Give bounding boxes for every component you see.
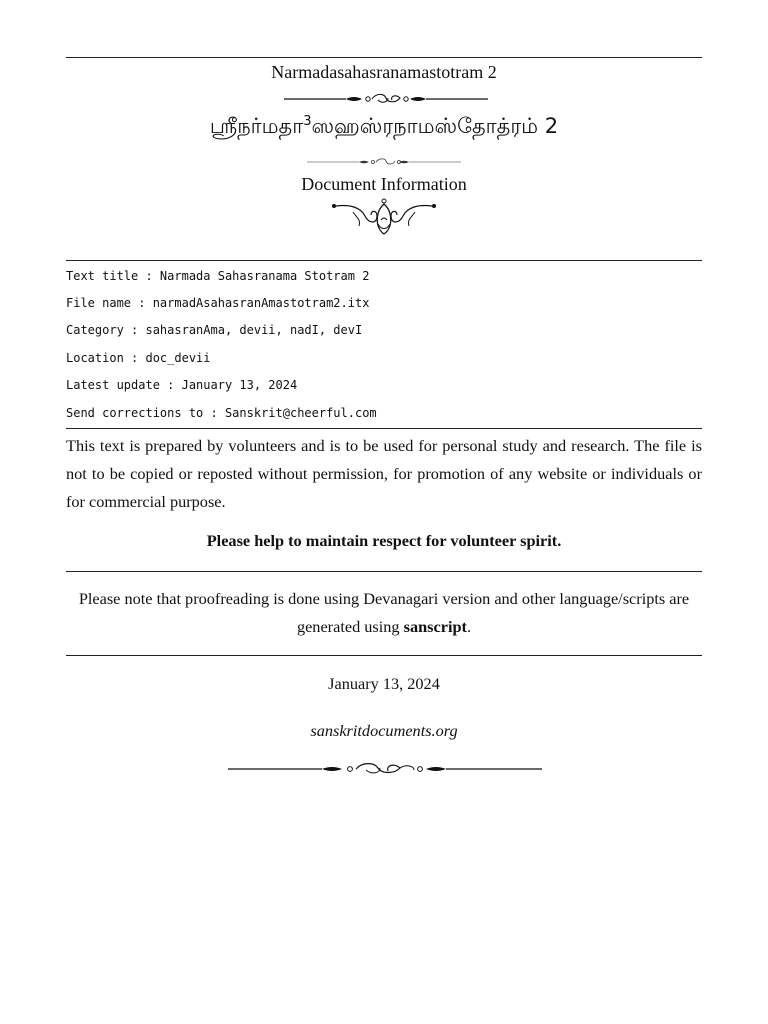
flourish-ornament — [331, 198, 437, 238]
proofreading-bottom-rule — [66, 655, 702, 656]
ornament-divider-bottom — [228, 762, 542, 776]
document-title: Narmadasahasranamastotram 2 — [271, 62, 497, 82]
meta-category: Category : sahasranAma, devii, nadI, devI — [66, 323, 363, 337]
ornament-divider-1 — [284, 92, 488, 106]
top-rule — [66, 57, 702, 58]
sanscript-term: sanscript — [403, 617, 467, 636]
metadata-top-rule — [66, 260, 702, 261]
ornament-divider-2 — [307, 157, 461, 167]
meta-location: Location : doc_devii — [66, 351, 211, 365]
meta-text-title: Text title : Narmada Sahasranama Stotram 2 — [66, 269, 370, 283]
tamil-title-part1: ஶ்ரீநர்மதா — [209, 114, 304, 138]
respect-line: Please help to maintain respect for volunteer spirit. — [206, 531, 562, 550]
meta-file-name: File name : narmadAsahasranAmastotram2.itx — [66, 296, 370, 310]
metadata-bottom-rule — [66, 428, 702, 429]
meta-send-corrections: Send corrections to : Sanskrit@cheerful.com — [66, 406, 377, 420]
footer-date: January 13, 2024 — [328, 674, 440, 693]
notice-paragraph: This text is prepared by volunteers and is to be used for personal study and research. The file is not to be copied or reposted without permission, for promotion of any website or individuals or for commercial purpose. — [66, 436, 702, 511]
meta-latest-update: Latest update : January 13, 2024 — [66, 378, 298, 392]
notice-bottom-rule — [66, 571, 702, 572]
tamil-title-superscript: 3 — [303, 114, 312, 129]
proofreading-note — [66, 585, 702, 641]
tamil-title — [66, 114, 702, 141]
proofreading-text: Please note that proofreading is done using Devanagari version and other language/scripts are generated using — [78, 589, 690, 636]
footer-site: sanskritdocuments.org — [310, 721, 458, 740]
section-heading: Document Information — [301, 174, 467, 194]
tamil-title-part2: ஸஹஸ்ரநாமஸ்தோத்ரம் 2 — [311, 114, 559, 138]
proofreading-period: . — [466, 617, 472, 636]
